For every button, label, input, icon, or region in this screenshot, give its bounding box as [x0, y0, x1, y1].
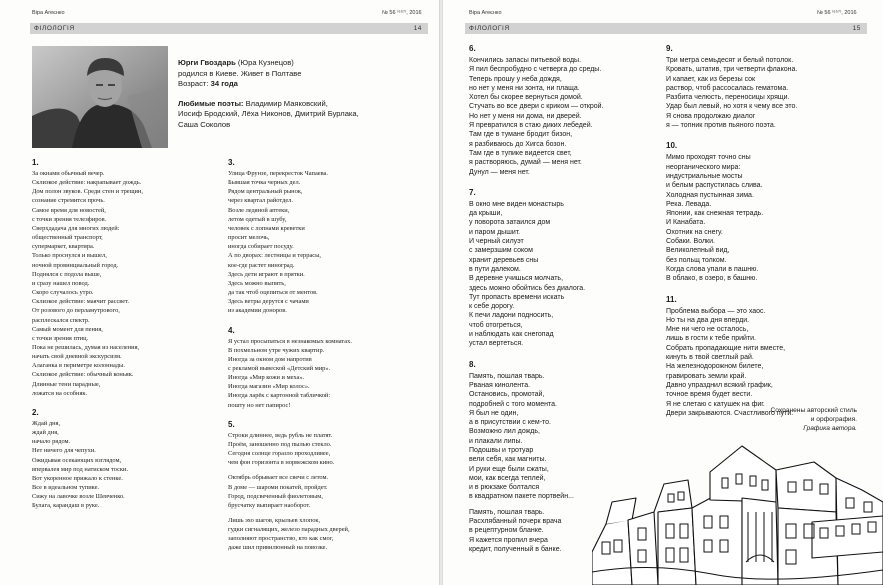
poem-line: Но ты на два дня вперди. — [666, 316, 750, 324]
poem-line: через квартал райотдел. — [228, 197, 293, 205]
poem-line: человек с лопнами креветки — [228, 224, 305, 232]
poem-line: Поднялся с подола выше, — [32, 270, 102, 278]
poem-line: Сижу на лавочке возле Шевченко. — [32, 493, 125, 501]
poem-number: 10. — [666, 141, 678, 151]
poem-number: 7. — [469, 187, 476, 197]
poem-line: Память, пошлая тварь. — [469, 372, 545, 380]
poems-column-4 — [666, 44, 797, 429]
poem-line: Три метра семьдесят и белый потолок. — [666, 57, 794, 64]
poem-line: Ждай дня, — [32, 419, 61, 427]
poem-line: Кончились запасы питьевой воды. — [469, 57, 582, 64]
poem-line: но нет у меня ни зонта, ни плаща. — [469, 84, 580, 92]
poem — [666, 141, 797, 283]
poem-line: Я снова продолжаю диалог — [666, 112, 756, 120]
poem-line: И руки еще были сжаты, — [469, 465, 549, 473]
poem-line: И капает, как из березы сок — [666, 75, 756, 83]
poem-line: летом одетый в шубу, — [228, 215, 287, 223]
poem-line: точное время будет вести. — [666, 391, 753, 399]
poem-line: Вот укоренное прижало к стенке. — [32, 474, 123, 482]
poem-line: просит мелочь, — [228, 234, 270, 242]
poem-line: Расхлябанный почерк врача — [469, 518, 562, 526]
poem-line: Здесь можно выпить, — [228, 279, 286, 287]
poem-line: с точки зрения птиц. — [32, 334, 89, 342]
poem-line: Собрать пропадающие нити вместе, — [666, 344, 786, 352]
poem-line: Там где в тупике видеется свет, — [469, 149, 572, 157]
editorial-note — [707, 406, 857, 433]
poem-line: Иногда магазин «Мир колос». — [228, 383, 310, 391]
poem-line: И черный силуэт — [469, 238, 524, 246]
poem-line: и наблюдать как снегопад — [469, 331, 554, 339]
poems-column-1 — [32, 158, 143, 520]
poem-number: 5. — [228, 419, 235, 429]
poem-line: ночной провинциальный город. — [32, 261, 119, 269]
poem-line: Тут пропасть времени искать — [469, 293, 565, 301]
poem-line: даже шил привилюнный на повозке. — [228, 544, 328, 552]
poem-line: Я пил беспробудно с четверга до среды. — [469, 66, 602, 74]
poem-line: Здесь ветры дерутся с чачами — [228, 298, 309, 306]
running-issue: № 56 ⁽⁶⁵⁷⁾, 2016 — [382, 10, 422, 16]
poem-line: ложатся на особняк. — [32, 389, 88, 397]
note-line-1: Сохранены авторский стиль — [770, 407, 857, 414]
page-number: 14 — [413, 25, 422, 32]
poem-line: к себе дорогу. — [469, 303, 515, 311]
poets-label: Любимые поэты: — [178, 98, 244, 108]
poem-line: К печи ладони подносить, — [469, 312, 554, 320]
poem-line: а в присутствии с кем-то. — [469, 419, 552, 427]
poem-line: в пути далеком. — [469, 265, 521, 273]
poem-line: здесь можно обойтись без диалога. — [469, 284, 586, 292]
poem-line: Я кажется пропил вчера — [469, 536, 548, 544]
poem-number: 2. — [32, 407, 39, 417]
poem-line: Пока не решилась, думая из населения, — [32, 343, 140, 351]
poets-line-3: Саша Соколов — [178, 119, 231, 129]
running-issue: № 56 ⁽⁶⁵⁷⁾, 2016 — [817, 10, 857, 16]
poets-line-2: Иосиф Бродский, Лёха Никонов, Дмитрий Бурлака, — [178, 109, 359, 119]
poem-line: Мимо проходят точно сны — [666, 154, 751, 162]
poem-line: сознание стремится прочь. — [32, 197, 105, 205]
poem-line: В доме — шароми покатей, пройдет. — [228, 483, 328, 491]
poem-line: я растворяюсь, думай — меня нет. — [469, 159, 582, 167]
poem-line: От розового до перламутрового, — [32, 307, 120, 315]
poem-line: В похмельном утре чужих квартир. — [228, 346, 325, 354]
poem-line: Возможно лил дождь, — [469, 428, 540, 436]
poem-line: Там где в тумане бродит бизон, — [469, 131, 573, 139]
note-line-2: и орфография. — [810, 416, 857, 423]
author-real-name: (Юра Кузнецов) — [237, 58, 294, 67]
page-number: 15 — [852, 25, 861, 32]
poems-column-2 — [228, 158, 352, 563]
poem-line: Булага, карандаш в руке. — [32, 502, 100, 510]
poem — [666, 44, 797, 130]
poem-line: Лишь эхо шагов, крыльев хлопок, — [228, 517, 321, 524]
poem-line: вели себя, как магниты. — [469, 456, 547, 464]
poem-line: расплескался спектр. — [32, 316, 90, 324]
poem-line: Склизкое действие: маячит рассвет. — [32, 298, 130, 306]
poem-line: индустриальные мосты — [666, 172, 743, 180]
poem-line: хранит деревьев сны — [469, 256, 539, 264]
poem-line: и плакали липы. — [469, 437, 523, 445]
running-author: Віра Агеєнко — [32, 10, 65, 16]
poem-line: с замерзшим соком — [469, 247, 533, 255]
section-title: ФІЛОЛОГІЯ — [34, 25, 75, 32]
poem-line: с рекламой вывеской «Детский мир». — [228, 364, 331, 372]
poets-line-1: Владимир Маяковский, — [245, 98, 328, 108]
poem-number: 11. — [666, 294, 677, 304]
running-author: Віра Агеєнко — [469, 10, 502, 16]
poem-line: кинуть в твой светлый рай. — [666, 354, 754, 362]
poem-line: раствор, чтоб рассосалась гематома. — [666, 84, 789, 92]
poem-line: начать свой дневной экскурсизм. — [32, 353, 122, 361]
poem-line: и белым распустилась слива. — [666, 182, 763, 190]
poem-line: Кровать, штатив, три четверти флакона. — [666, 66, 798, 74]
poem-line: Стучать во все двери с криком — открой. — [469, 103, 604, 111]
poem-line: и сразу нашел повод. — [32, 279, 90, 287]
poem-line: из академии доноров. — [228, 307, 287, 315]
poem-line: в квадратном пакете портвейн... — [469, 493, 574, 501]
poem-line: Я не слетаю с катушек на фиг. — [666, 400, 765, 408]
author-name: Юрги Гвоздарь — [178, 58, 236, 67]
poem-line: Дом полон звуков. Среди стен и трещин, — [32, 188, 143, 196]
poem-line: устал вертеться. — [469, 340, 524, 348]
poem-line: В деревне учишься молчать, — [469, 275, 564, 283]
poem-line: Иногда за окном дом напротив — [228, 355, 312, 363]
poem-line: пошту но нет папирос! — [228, 401, 291, 409]
poem-line: Все в идеальном тупике. — [32, 484, 100, 491]
section-title: ФІЛОЛОГІЯ — [469, 25, 510, 32]
poem-line: В окно мне виден монастырь — [469, 200, 564, 208]
poem-line: Рваная кинолента. — [469, 381, 531, 389]
poem-line: мои, как всегда теплей, — [469, 474, 546, 482]
author-bio — [178, 58, 428, 131]
poem-line: Бывшая точка черных дел. — [228, 179, 301, 187]
section-bar — [465, 23, 867, 34]
poem-line: гудки сигналящих, железо парадных дверей, — [228, 526, 350, 534]
poem-number: 1. — [32, 158, 39, 167]
poem-line: ждай дня, — [32, 429, 59, 437]
poem — [32, 158, 143, 398]
poem-line: Сегодня солнце горазло проходливее, — [228, 450, 331, 458]
poem-line: Склизкое действие: накрапывает дождь. — [32, 179, 142, 187]
poem-line: лишь в гости к тебе прийти. — [666, 335, 757, 343]
poem-line: общественный транспорт, — [32, 234, 103, 242]
poem-line: Холодная пустынная зима. — [666, 191, 754, 199]
poem-line: Давно упразднил всякий график, — [666, 381, 773, 389]
poem-line: подробней с того момента. — [469, 400, 557, 408]
bio-origin: родился в Киеве. Живет в Полтаве — [178, 68, 302, 78]
poem-number: 4. — [228, 325, 235, 335]
poem-line: Японии, как снежная тетрадь. — [666, 210, 764, 218]
poem-line: я — топник против пьяного поэта. — [666, 122, 776, 130]
poem-line: кредит, полученный в банке. — [469, 545, 562, 553]
note-line-3: Графика автора. — [803, 425, 857, 432]
poem-line: Удар был левый, но хотя к чему все это. — [666, 103, 798, 111]
poem-line: Октябрь обрывает все свечи с летом. — [228, 474, 329, 482]
poems-column-3 — [469, 44, 604, 565]
poem-line: Склизкое действие: обычный коньяк. — [32, 371, 134, 379]
poem-line: в рецептурном бланке. — [469, 527, 544, 535]
poem-line: Сверхдадача для многих людей: — [32, 224, 120, 232]
poem-line: Но нет у меня ни дома, ни дверей. — [469, 112, 582, 120]
author-photo — [32, 46, 168, 148]
poem — [228, 420, 352, 553]
poem-line: без польщ толком. — [666, 256, 727, 264]
poem-line: Собаки. Волки. — [666, 238, 715, 246]
poem — [666, 295, 797, 419]
poem-line: неорганического мира: — [666, 163, 741, 171]
poem — [228, 326, 352, 410]
poem-line: Рядом центральный рынок, — [228, 188, 303, 196]
poem-line: кое-где растет виноград. — [228, 261, 295, 269]
poem-line: Охотник на снегу. — [666, 228, 723, 236]
poem-line: И Канабата. — [666, 219, 706, 227]
poem-line: Двери закрываются. Счастливого пути. — [666, 409, 794, 417]
poem-line: А по дворах: лестницы и террасы, — [228, 252, 322, 260]
poem-line: Проблема выбора — это хаос. — [666, 307, 766, 315]
poem-line: я разбиваюсь до Хигса бозон. — [469, 140, 567, 148]
poem-line: Только проснулся и вышел, — [32, 252, 107, 260]
poem-line: Великолепный вид, — [666, 247, 730, 255]
city-sketch-illustration — [592, 432, 883, 585]
poem-line: Здесь дети играют в прятки. — [228, 270, 305, 278]
poem-line: заполняют пространство, кто как смог, — [228, 535, 334, 543]
poem-line: Хотел бы скорее вернуться домой. — [469, 94, 583, 102]
poem-line: начало рядом. — [32, 438, 71, 446]
poem-line: Иногда ларёк с картонной табличкой: — [228, 392, 331, 400]
poem-line: За окнами обычный вечер. — [32, 170, 105, 177]
poem-line: На железнодорожном билете, — [666, 363, 764, 371]
poem-line: Нет ничего для чепухи. — [32, 447, 96, 455]
poem-line: да так чтоб оцепиться от ментов. — [228, 289, 318, 297]
poem-line: Я превратился в стаю диких лебедей. — [469, 122, 593, 130]
poem-line: Строки длиннее, ведь рубль не платят. — [228, 431, 333, 439]
poem-line: чем фон горизонта в норвежском кино. — [228, 459, 335, 467]
poem-line: Река. Левада. — [666, 200, 712, 208]
poem-number: 9. — [666, 44, 673, 53]
poem-line: Мне ни чего не осталось, — [666, 326, 749, 334]
poem-line: да крыши, — [469, 210, 503, 218]
poem-line: Когда слова упали в пашню. — [666, 265, 759, 273]
poem-line: Самое время для новостей, — [32, 206, 106, 214]
poem-line: Разбита челюсть, переносицы хрящи. — [666, 94, 790, 102]
poem-line: Проём, заношенно под пылью стекло. — [228, 440, 332, 448]
poem-line: иногда собирает посуду. — [228, 243, 294, 251]
poem-line: у поворота затаился дом — [469, 219, 551, 227]
poem — [469, 360, 604, 555]
poem-line: Остановись, промотай, — [469, 391, 545, 399]
poem-line: Самый момент для пения, — [32, 325, 103, 333]
poem-line: Дунул — меня нет. — [469, 168, 530, 176]
poem-number: 6. — [469, 44, 476, 53]
poem-line: Подошвы и тротуар — [469, 446, 534, 454]
poem-line: В облако, в озеро, в башню. — [666, 275, 758, 283]
poem-line: с точки зрения телезфиров. — [32, 215, 107, 223]
poem-line: и паром дышит. — [469, 228, 521, 236]
left-page — [0, 0, 439, 585]
poem-line: Я устал просыпаться в незнакомых комнатах. — [228, 337, 352, 345]
poem-line: Я был не один, — [469, 409, 519, 417]
poem — [32, 408, 143, 511]
age-label: Возраст: — [178, 79, 209, 89]
poem-number: 8. — [469, 359, 476, 369]
poem — [469, 44, 604, 177]
poem — [228, 158, 352, 316]
poem-line: брусчатку выпирает наоборот. — [228, 501, 311, 509]
poem-line: Алаганка в периметре колоннады. — [32, 362, 125, 370]
poem-line: Теперь прошу у неба дождя, — [469, 75, 562, 83]
poem-line: и в рюкзаке болтался — [469, 484, 540, 492]
poem-line: Город, подсвеченный фиолетовым, — [228, 492, 323, 500]
age-value: 34 года — [210, 79, 238, 89]
poem-line: супермаркет, квартира. — [32, 243, 95, 251]
poem-line: Скоро случалось утро. — [32, 289, 94, 297]
poem-line: Улица Фрунзе, перекресток Чапаева. — [228, 170, 328, 177]
poem — [469, 188, 604, 349]
poem-line: Ожидывая осекающих взглядом, — [32, 456, 122, 464]
poem-line: впервалея мир под натиском тоски. — [32, 465, 129, 473]
poem-number: 3. — [228, 158, 235, 167]
poem-line: Иногда «Мир кожи и меха». — [228, 374, 305, 382]
poem-line: гравировать земли край. — [666, 372, 747, 380]
poem-line: Память, пошлая тварь. — [469, 508, 545, 516]
poem-line: Возле ледяной аптеки, — [228, 206, 290, 214]
poem-line: чтоб отогреться, — [469, 321, 523, 329]
poem-line: Длинные тени парадные, — [32, 380, 101, 388]
section-bar — [30, 23, 428, 34]
